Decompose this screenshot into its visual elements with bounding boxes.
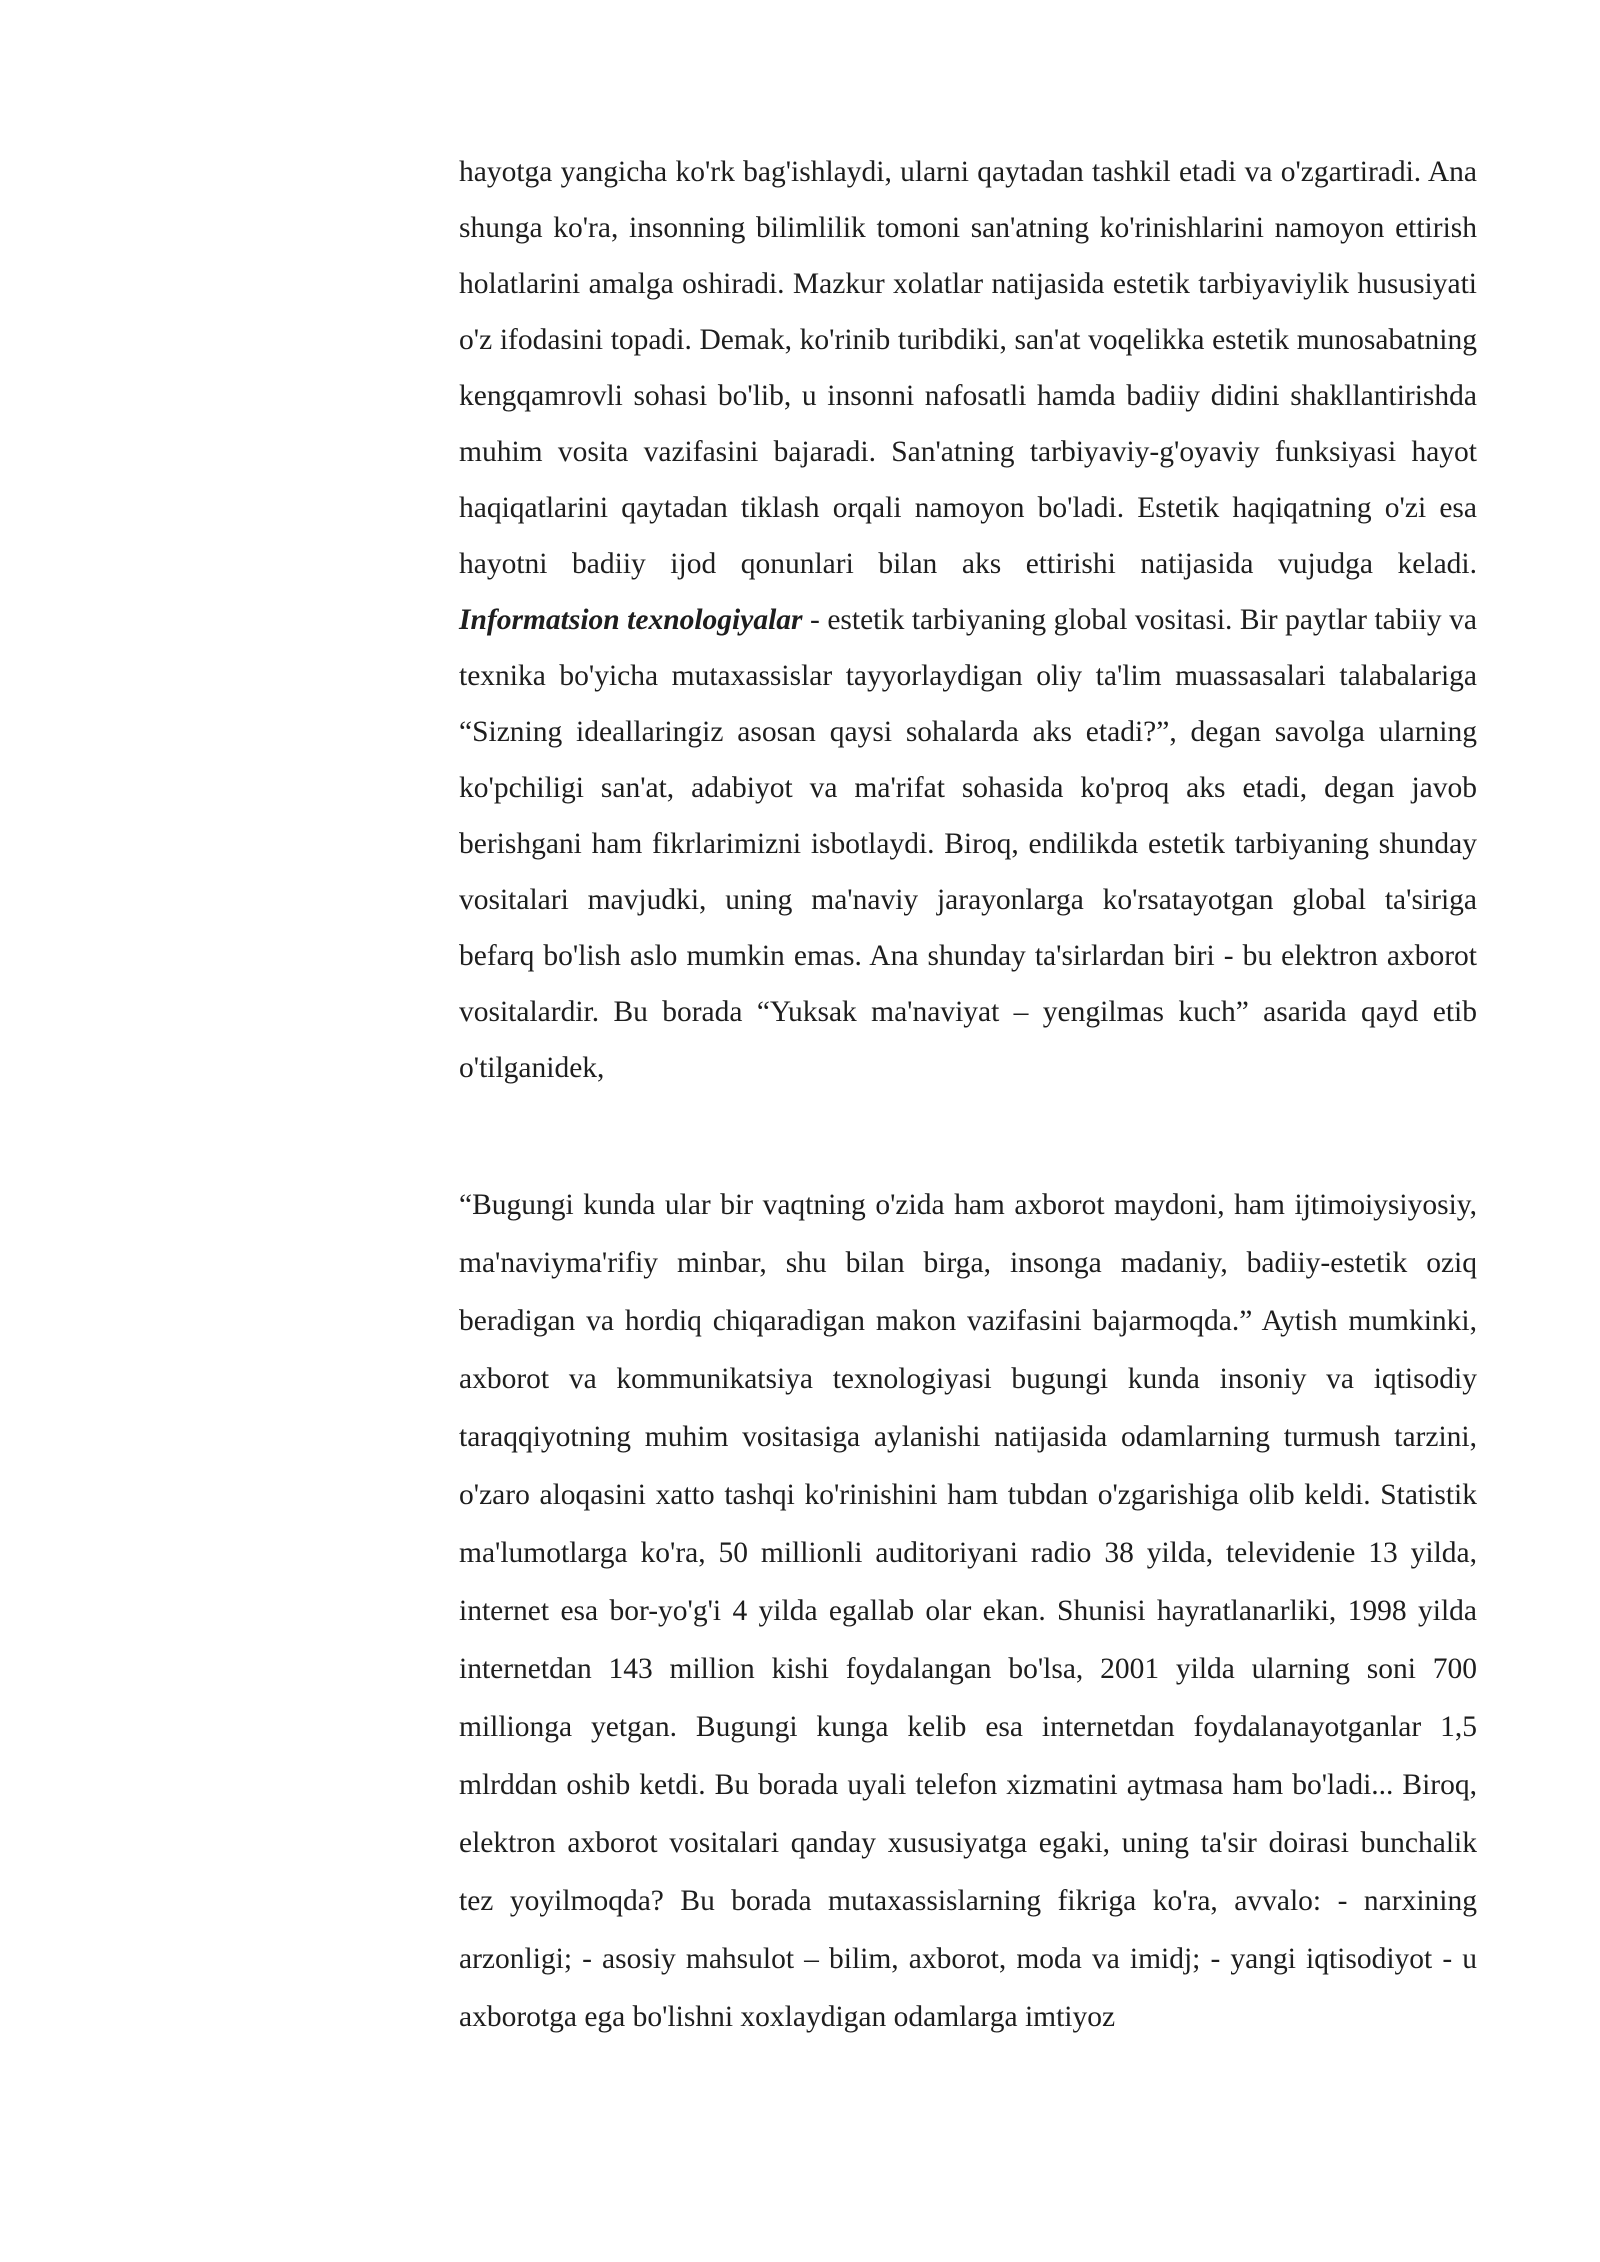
body-paragraph <box>459 144 1477 1096</box>
paragraph-text: hayotga yangicha ko'rk bag'ishlaydi, ularni qaytadan tashkil etadi va o'zgartiradi. Ana shunga ko'ra, insonning bilimlilik tomoni san'atning ko'rinishlarini namoyon ettirish holatlarini amalga oshiradi. Mazkur xolatlar natijasida estetik tarbiyaviylik hususiyati o'z ifodasini topadi. Demak, ko'rinib turibdiki, san'at voqelikka estetik munosabatning kengqamrovli sohasi bo'lib, u insonni nafosatli hamda badiiy didini shakllantirishda muhim vosita vazifasini bajaradi. San'atning tarbiyaviy-g'oyaviy funksiyasi hayot haqiqatlarini qaytadan tiklash orqali namoyon bo'ladi. Estetik haqiqatning o'zi esa hayotni badiiy ijod qonunlari bilan aks ettirishi natijasida vujudga keladi. <box>459 156 1477 580</box>
emphasized-term: Informatsion texnologiyalar <box>459 604 803 636</box>
body-paragraph: “Bugungi kunda ular bir vaqtning o'zida ham axborot maydoni, ham ijtimoiysiyosiy, ma'naviyma'rifiy minbar, shu bilan birga, insonga madaniy, badiiy-estetik oziq beradigan va hordiq chiqaradigan makon vazifasini bajarmoqda.” Aytish mumkinki, axborot va kommunikatsiya texnologiyasi bugungi kunda insoniy va iqtisodiy taraqqiyotning muhim vositasiga aylanishi natijasida odamlarning turmush tarzini, o'zaro aloqasini xatto tashqi ko'rinishini ham tubdan o'zgarishiga olib keldi. Statistik ma'lumotlarga ko'ra, 50 millionli auditoriyani radio 38 yilda, televidenie 13 yilda, internet esa bor-yo'g'i 4 yilda egallab olar ekan. Shunisi hayratlanarliki, 1998 yilda internetdan 143 million kishi foydalangan bo'lsa, 2001 yilda ularning soni 700 millionga yetgan. Bugungi kunga kelib esa internetdan foydalanayotganlar 1,5 mlrddan oshib ketdi. Bu borada uyali telefon xizmatini aytmasa ham bo'ladi... Biroq, elektron axborot vositalari qanday xususiyatga egaki, uning ta'sir doirasi bunchalik tez yoyilmoqda? Bu borada mutaxassislarning fikriga ko'ra, avvalo: - narxining arzonligi; - asosiy mahsulot – bilim, axborot, moda va imidj; - yangi iqtisodiyot - u axborotga ega bo'lishni xoxlaydigan odamlarga imtiyoz <box>459 1189 1477 2033</box>
paragraph-text: - estetik tarbiyaning global vositasi. Bir paytlar tabiiy va texnika bo'yicha mutaxassislar tayyorlaydigan oliy ta'lim muassasalari talabalariga “Sizning ideallaringiz asosan qaysi sohalarda aks etadi?”, degan savolga ularning ko'pchiligi san'at, adabiyot va ma'rifat sohasida ko'proq aks etadi, degan javob berishgani ham fikrlarimizni isbotlaydi. Biroq, endilikda estetik tarbiyaning shunday vositalari mavjudki, uning ma'naviy jarayonlarga ko'rsatayotgan global ta'siriga befarq bo'lish aslo mumkin emas. Ana shunday ta'sirlardan biri - bu elektron axborot vositalardir. Bu borada “Yuksak ma'naviyat – yengilmas kuch” asarida qayd etib o'tilganidek, <box>459 604 1477 1084</box>
